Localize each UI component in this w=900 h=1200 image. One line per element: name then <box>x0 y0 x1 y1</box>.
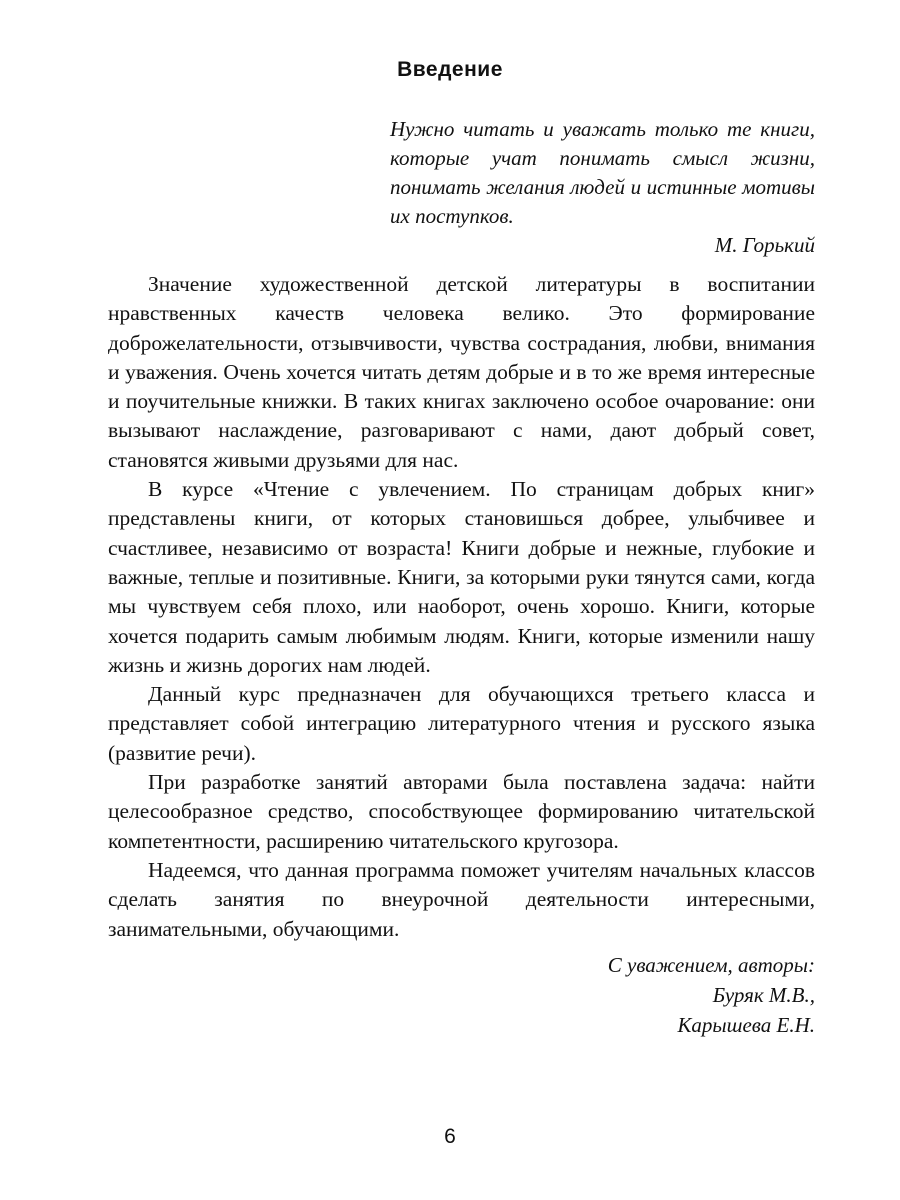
page-number: 6 <box>444 1125 456 1148</box>
main-text <box>108 270 815 944</box>
epigraph <box>390 115 815 260</box>
signature-block <box>470 950 815 1040</box>
signature-greeting: С уважением, авторы: <box>607 953 815 977</box>
epigraph-text: Нужно читать и уважать только те книги, которые учат понимать смысл жизни, понимать желания людей и истинные мотивы их поступков. <box>390 117 815 228</box>
paragraph: Значение художественной детской литературы в воспитании нравственных качеств человека велико. Это формирование доброжелательности, отзывчивости, чувства сострадания, любви, внимания и уважения. Очень хочется читать детям добрые и в то же время интересные и поучительные книжки. В таких книгах заключено особое очарование: они вызывают наслаждение, разговаривают с нами, дают добрый совет, становятся живыми друзьями для нас. <box>108 272 815 472</box>
paragraph: Данный курс предназначен для обучающихся третьего класса и представляет собой интеграцию литературного чтения и русского языка (развитие речи). <box>108 682 815 765</box>
paragraph: При разработке занятий авторами была поставлена задача: найти целесообразное средство, способствующее формированию читательской компетентности, расширению читательского кругозора. <box>108 770 815 853</box>
paragraph: Надеемся, что данная программа поможет учителям начальных классов сделать занятия по внеурочной деятельности интересными, занимательными, обучающими. <box>108 857 815 941</box>
signature-author: Буряк М.В., <box>712 983 815 1007</box>
page-title: Введение <box>397 58 503 81</box>
epigraph-author: М. Горький <box>714 233 815 257</box>
paragraph: В курсе «Чтение с увлечением. По страницам добрых книг» представлены книги, от которых становишься добрее, улыбчивее и счастливее, независимо от возраста! Книги добрые и нежные, глубокие и важные, теплые и позитивные. Книги, за которыми руки тянутся сами, когда мы чувствуем себя плохо, или наоборот, очень хорошо. Книги, которые хочется подарить самым любимым людям. Книги, которые изменили нашу жизнь и жизнь дорогих нам людей. <box>108 477 815 677</box>
signature-author: Карышева Е.Н. <box>677 1013 815 1037</box>
